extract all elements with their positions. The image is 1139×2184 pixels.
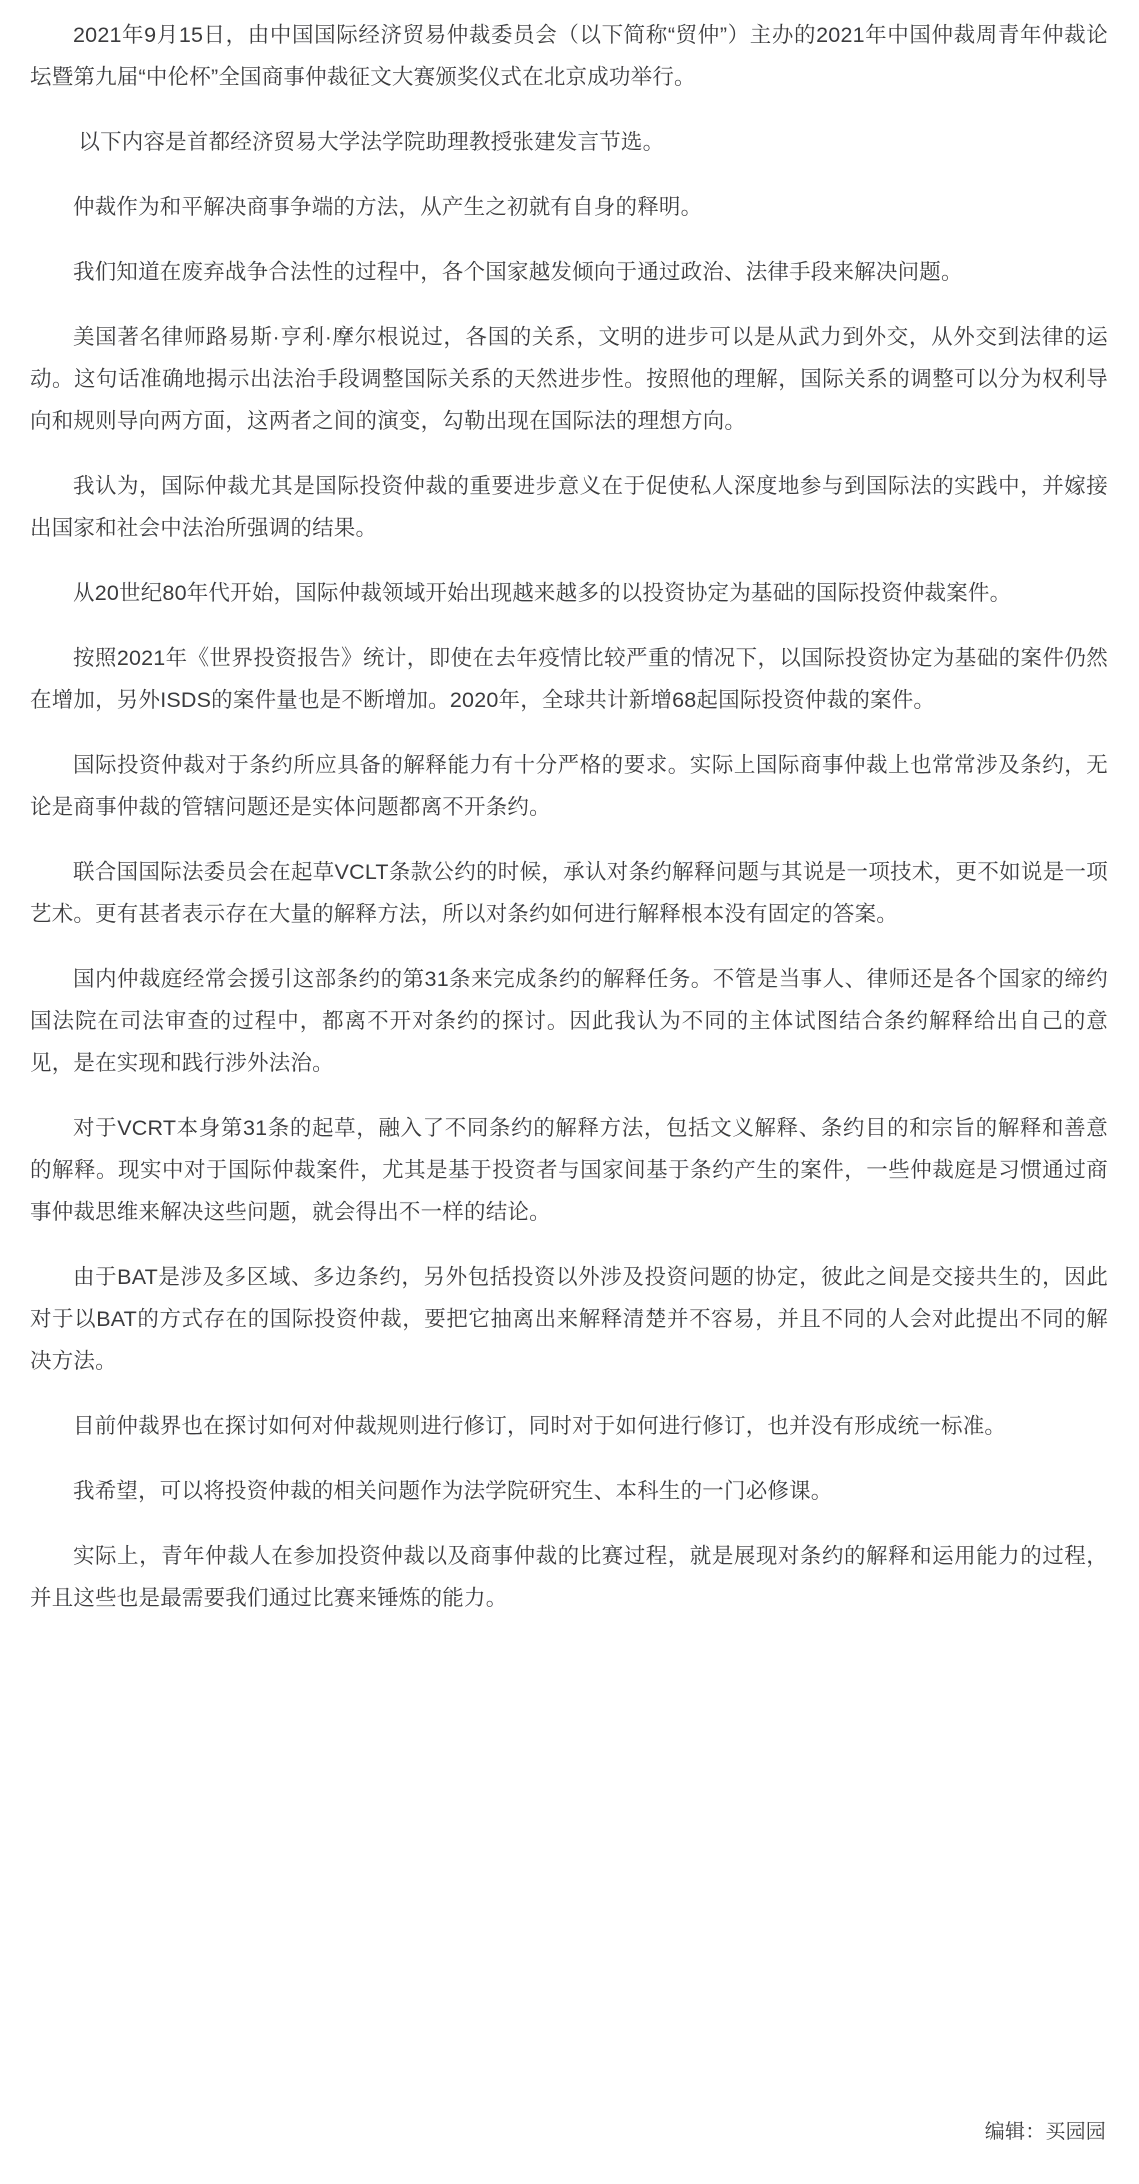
article-body [30,0,1108,1642]
article-paragraph: 国际投资仲裁对于条约所应具备的解释能力有十分严格的要求。实际上国际商事仲裁上也常常涉及条约，无论是商事仲裁的管辖问题还是实体问题都离不开条约。 [30,753,1108,819]
article-paragraph: 以下内容是首都经济贸易大学法学院助理教授张建发言节选。 [78,130,665,154]
article-paragraph: 我希望，可以将投资仲裁的相关问题作为法学院研究生、本科生的一门必修课。 [73,1479,833,1503]
article-paragraph: 美国著名律师路易斯·亨利·摩尔根说过，各国的关系，文明的进步可以是从武力到外交，从外交到法律的运动。这句话准确地揭示出法治手段调整国际关系的天然进步性。按照他的理解，国际关系的调整可以分为权利导向和规则导向两方面，这两者之间的演变，勾勒出现在国际法的理想方向。 [30,325,1108,433]
article-paragraph: 仲裁作为和平解决商事争端的方法，从产生之初就有自身的释明。 [73,195,703,219]
editor-credit: 编辑：买园园 [984,2121,1106,2143]
article-paragraph: 从20世纪80年代开始，国际仲裁领域开始出现越来越多的以投资协定为基础的国际投资仲裁案件。 [73,581,1012,605]
article-paragraph: 我认为，国际仲裁尤其是国际投资仲裁的重要进步意义在于促使私人深度地参与到国际法的实践中，并嫁接出国家和社会中法治所强调的结果。 [30,474,1108,540]
article-paragraph: 目前仲裁界也在探讨如何对仲裁规则进行修订，同时对于如何进行修订，也并没有形成统一标准。 [73,1414,1007,1438]
article-paragraph: 2021年9月15日，由中国国际经济贸易仲裁委员会（以下简称“贸仲”）主办的2021年中国仲裁周青年仲裁论坛暨第九届“中伦杯”全国商事仲裁征文大赛颁奖仪式在北京成功举行。 [30,23,1108,89]
article-paragraph: 对于VCRT本身第31条的起草，融入了不同条约的解释方法，包括文义解释、条约目的和宗旨的解释和善意的解释。现实中对于国际仲裁案件，尤其是基于投资者与国家间基于条约产生的案件，一些仲裁庭是习惯通过商事仲裁思维来解决这些问题，就会得出不一样的结论。 [30,1116,1108,1224]
article-paragraph: 国内仲裁庭经常会援引这部条约的第31条来完成条约的解释任务。不管是当事人、律师还是各个国家的缔约国法院在司法审查的过程中，都离不开对条约的探讨。因此我认为不同的主体试图结合条约解释给出自己的意见，是在实现和践行涉外法治。 [30,967,1108,1075]
article-paragraph: 按照2021年《世界投资报告》统计，即使在去年疫情比较严重的情况下，以国际投资协定为基础的案件仍然在增加，另外ISDS的案件量也是不断增加。2020年，全球共计新增68起国际投资仲裁的案件。 [30,646,1108,712]
article-paragraph: 实际上，青年仲裁人在参加投资仲裁以及商事仲裁的比赛过程，就是展现对条约的解释和运用能力的过程，并且这些也是最需要我们通过比赛来锤炼的能力。 [30,1544,1108,1610]
article-paragraph: 联合国国际法委员会在起草VCLT条款公约的时候，承认对条约解释问题与其说是一项技术，更不如说是一项艺术。更有甚者表示存在大量的解释方法，所以对条约如何进行解释根本没有固定的答案。 [30,860,1108,926]
article-paragraph: 由于BAT是涉及多区域、多边条约，另外包括投资以外涉及投资问题的协定，彼此之间是交接共生的，因此对于以BAT的方式存在的国际投资仲裁，要把它抽离出来解释清楚并不容易，并且不同的人会对此提出不同的解决方法。 [30,1265,1108,1373]
article-paragraph: 我们知道在废弃战争合法性的过程中，各个国家越发倾向于通过政治、法律手段来解决问题。 [73,260,963,284]
